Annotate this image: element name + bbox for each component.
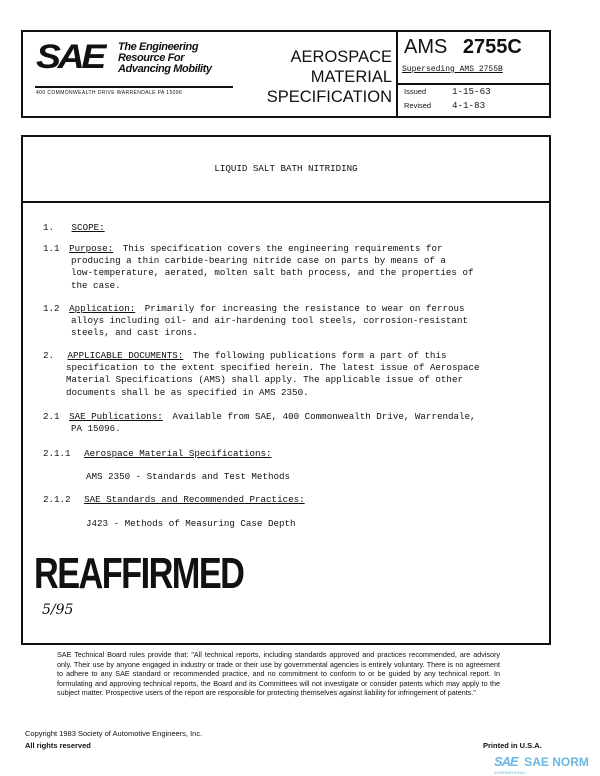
section-number: 1. bbox=[43, 222, 55, 233]
reference-item: J423 - Methods of Measuring Case Depth bbox=[86, 518, 296, 529]
section-text: Material Specifications (AMS) shall apply. The applicable issue of other bbox=[66, 374, 463, 386]
section-2-1-1 bbox=[43, 448, 272, 460]
ams-number bbox=[404, 35, 522, 59]
section-2 bbox=[43, 350, 480, 399]
section-number: 2.1.1 bbox=[43, 448, 71, 459]
section-heading: Aerospace Material Specifications: bbox=[84, 448, 272, 459]
header-divider bbox=[396, 30, 398, 118]
section-number: 2. bbox=[43, 350, 55, 361]
ams-row-divider bbox=[396, 83, 551, 85]
superseding: Superseding AMS 2755B bbox=[402, 65, 503, 74]
section-text: documents shall be as specified in AMS 2350. bbox=[66, 386, 309, 398]
handwritten-date: 5/95 bbox=[42, 602, 74, 618]
tagline-line: Advancing Mobility bbox=[118, 63, 212, 75]
ams-label: AMS bbox=[404, 36, 448, 58]
section-number: 2.1.2 bbox=[43, 494, 71, 505]
section-text: This specification covers the engineering requirements for bbox=[122, 243, 443, 254]
ams-code: 2755C bbox=[462, 36, 522, 58]
section-number: 2.1 bbox=[43, 411, 60, 422]
title-divider bbox=[21, 201, 551, 203]
issued-date: 1-15-63 bbox=[452, 86, 491, 97]
watermark-text: SAE NORM bbox=[524, 755, 589, 769]
section-heading: APPLICABLE DOCUMENTS: bbox=[67, 350, 184, 361]
section-1-1 bbox=[43, 243, 473, 292]
sae-logo: SAE bbox=[36, 38, 104, 76]
sae-address: 400 COMMONWEALTH DRIVE WARRENDALE PA 15096 bbox=[36, 90, 183, 96]
logo-underline bbox=[35, 86, 233, 88]
revised-date: 4-1-83 bbox=[452, 100, 486, 111]
watermark-logo: SAE bbox=[494, 754, 518, 769]
section-text: low-temperature, aerated, molten salt bath process, and the properties of bbox=[71, 267, 474, 279]
doc-type-line: MATERIAL bbox=[310, 68, 392, 86]
section-heading: SAE Standards and Recommended Practices: bbox=[84, 494, 305, 505]
section-heading: Purpose: bbox=[69, 243, 114, 254]
section-heading: SAE Publications: bbox=[69, 411, 163, 422]
section-1-2 bbox=[43, 303, 468, 340]
section-text: PA 15096. bbox=[71, 423, 121, 435]
doc-type-line: AEROSPACE bbox=[290, 48, 392, 66]
sae-norm-watermark bbox=[494, 754, 589, 770]
revised-label: Revised bbox=[404, 101, 432, 110]
issued-label: Issued bbox=[404, 87, 427, 96]
section-text: Available from SAE, 400 Commonwealth Drive, Warrendale, bbox=[172, 411, 476, 422]
doc-type-line: SPECIFICATION bbox=[266, 88, 392, 106]
doc-title: LIQUID SALT BATH NITRIDING bbox=[214, 163, 358, 174]
section-text: alloys including oil- and air-hardening tool steels, corrosion-resistant bbox=[71, 315, 468, 327]
section-text: The following publications form a part of this bbox=[192, 350, 447, 361]
section-heading: SCOPE: bbox=[71, 222, 105, 233]
section-text: producing a thin carbide-bearing nitride case on parts by means of a bbox=[71, 255, 446, 267]
watermark-sub: INTERNATIONAL bbox=[494, 770, 526, 775]
section-number: 1.2 bbox=[43, 303, 60, 314]
disclaimer: SAE Technical Board rules provide that: "All technical reports, including standards approved and practices recommended, are advisory only. Their use by anyone engaged in industry or trade or their use by governmental agencies is entirely voluntary. There is no agreement to adhere to any SAE standard or recommended practice, and no commitment to conform to or be guided by any technical report. In formulating and approving technical reports, the Board and its Committees will not investigate or consider patents which may apply to the subject matter. Prospective users of the report are responsible for protecting themselves against liability for infringement of patents." bbox=[57, 650, 500, 697]
section-text: specification to the extent specified herein. The latest issue of Aerospace bbox=[66, 362, 480, 374]
reaffirmed-stamp: REAFFIRMED bbox=[34, 549, 244, 598]
section-text: the case. bbox=[71, 279, 121, 291]
printed-in: Printed in U.S.A. bbox=[483, 741, 542, 750]
doc-type bbox=[258, 47, 392, 107]
section-heading: Application: bbox=[69, 303, 136, 314]
reference-item: AMS 2350 - Standards and Test Methods bbox=[86, 471, 290, 482]
section-text: Primarily for increasing the resistance to wear on ferrous bbox=[144, 303, 465, 314]
rights-reserved: All rights reserved bbox=[25, 741, 91, 750]
sae-tagline bbox=[118, 42, 212, 75]
section-1 bbox=[43, 222, 105, 234]
section-text: steels, and cast irons. bbox=[71, 327, 198, 339]
section-2-1 bbox=[43, 411, 476, 435]
tagline-line: Resource For bbox=[118, 52, 185, 64]
section-2-1-2 bbox=[43, 494, 305, 506]
tagline-line: The Engineering bbox=[118, 41, 199, 53]
copyright: Copyright 1983 Society of Automotive Engineers, Inc. bbox=[25, 729, 203, 738]
section-number: 1.1 bbox=[43, 243, 60, 254]
